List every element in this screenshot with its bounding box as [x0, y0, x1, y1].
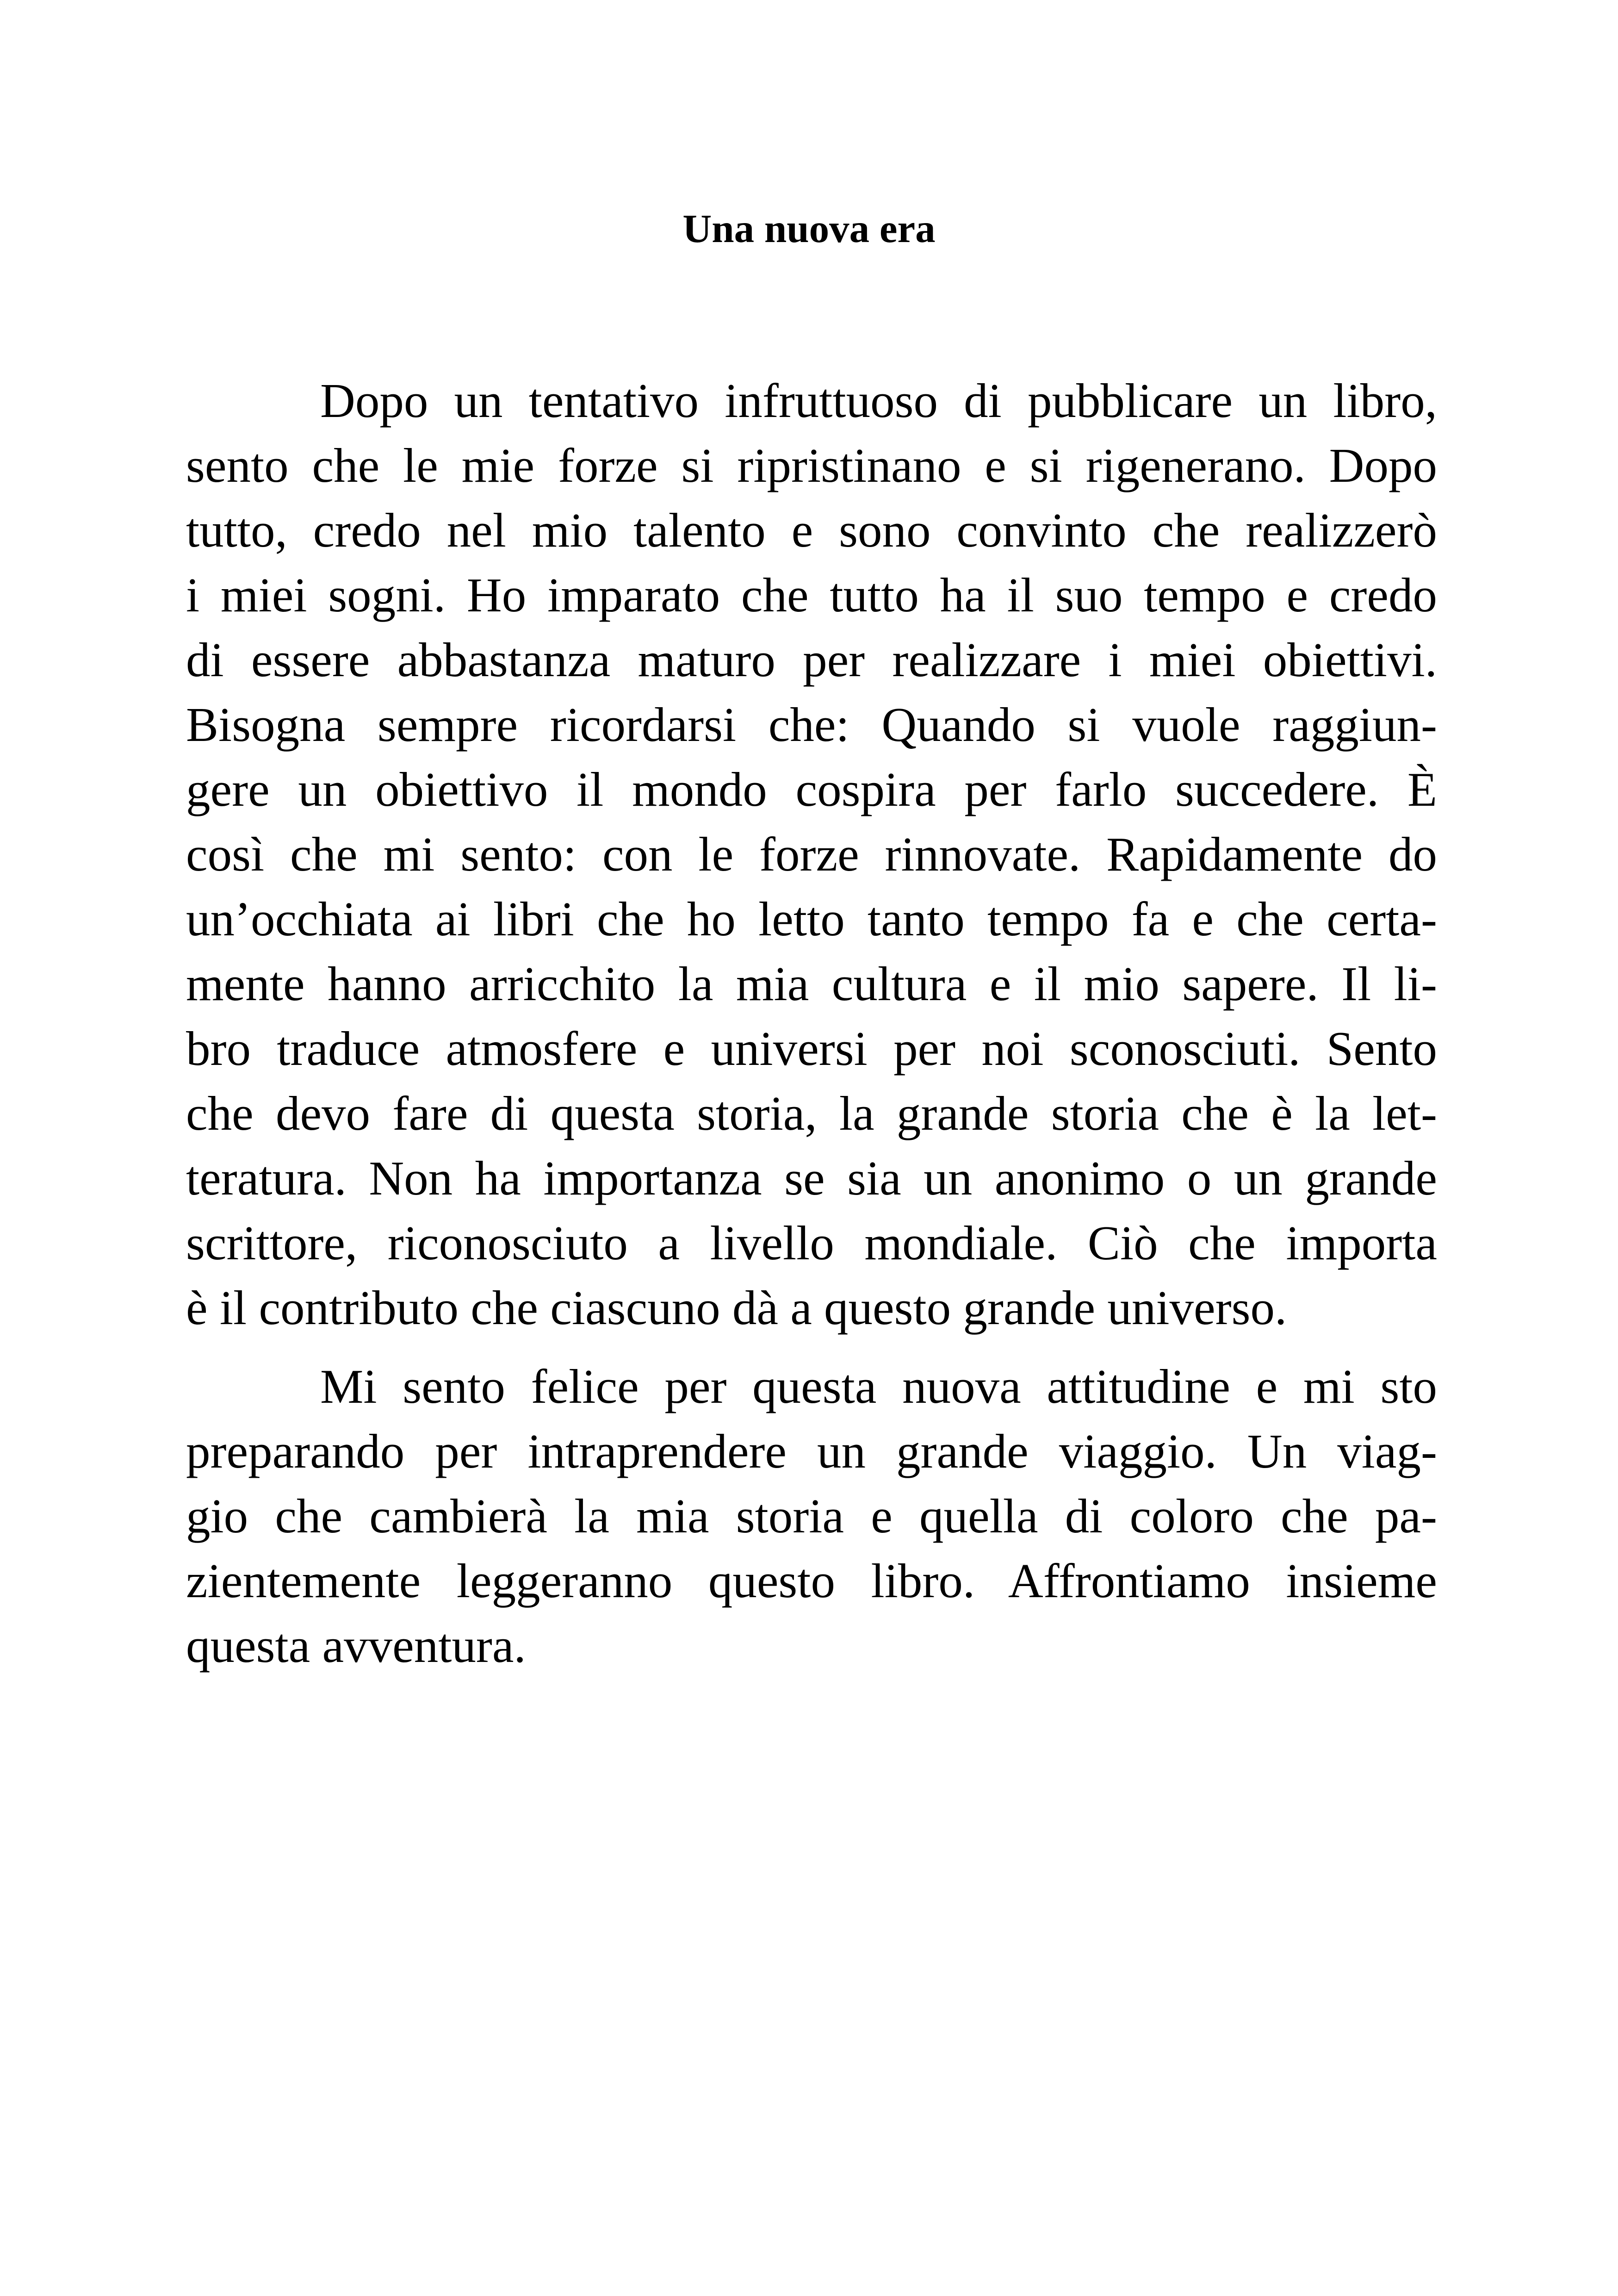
paragraph-1-line-4: i miei sogni. Ho imparato che tutto ha il suo tempo e credo — [186, 568, 1437, 622]
paragraph-1-line-2: sento che le mie forze si ripristinano e si rigenerano. Dopo — [186, 438, 1437, 492]
paragraph-1-line-14: scrittore, riconosciuto a livello mondiale. Ciò che importa — [186, 1216, 1437, 1270]
paragraph-1-line-10: mente hanno arricchito la mia cultura e il mio sapere. Il li- — [186, 957, 1437, 1011]
paragraph-1-line-5: di essere abbastanza maturo per realizzare i miei obiettivi. — [186, 633, 1437, 687]
paragraph-1-line-6: Bisogna sempre ricordarsi che: Quando si vuole raggiun- — [186, 697, 1437, 752]
paragraph-2-line-2: preparando per intraprendere un grande viaggio. Un viag- — [186, 1424, 1437, 1478]
paragraph-1-line-1: Dopo un tentativo infruttuoso di pubblicare un libro, — [320, 373, 1437, 428]
paragraph-2-line-5: questa avventura. — [186, 1618, 526, 1673]
paragraph-1-line-12: che devo fare di questa storia, la grande storia che è la let- — [186, 1086, 1437, 1140]
paragraph-2-line-4: zientemente leggeranno questo libro. Affrontiamo insieme — [186, 1554, 1437, 1608]
paragraph-1-line-11: bro traduce atmosfere e universi per noi sconosciuti. Sento — [186, 1021, 1437, 1076]
paragraph-1-line-3: tutto, credo nel mio talento e sono convinto che realizzerò — [186, 503, 1437, 557]
paragraph-1-line-15: è il contributo che ciascuno dà a questo grande universo. — [186, 1281, 1287, 1335]
page-title: Una nuova era — [682, 206, 936, 251]
paragraph-2-line-3: gio che cambierà la mia storia e quella di coloro che pa- — [186, 1489, 1437, 1543]
paragraph-1-line-8: così che mi sento: con le forze rinnovate. Rapidamente do — [186, 827, 1437, 881]
paragraph-1-line-13: teratura. Non ha importanza se sia un anonimo o un grande — [186, 1151, 1437, 1205]
paragraph-1-line-7: gere un obiettivo il mondo cospira per farlo succedere. È — [186, 762, 1437, 816]
paragraph-1-line-9: un’occhiata ai libri che ho letto tanto tempo fa e che certa- — [186, 892, 1437, 946]
paragraph-2-line-1: Mi sento felice per questa nuova attitudine e mi sto — [320, 1359, 1437, 1413]
